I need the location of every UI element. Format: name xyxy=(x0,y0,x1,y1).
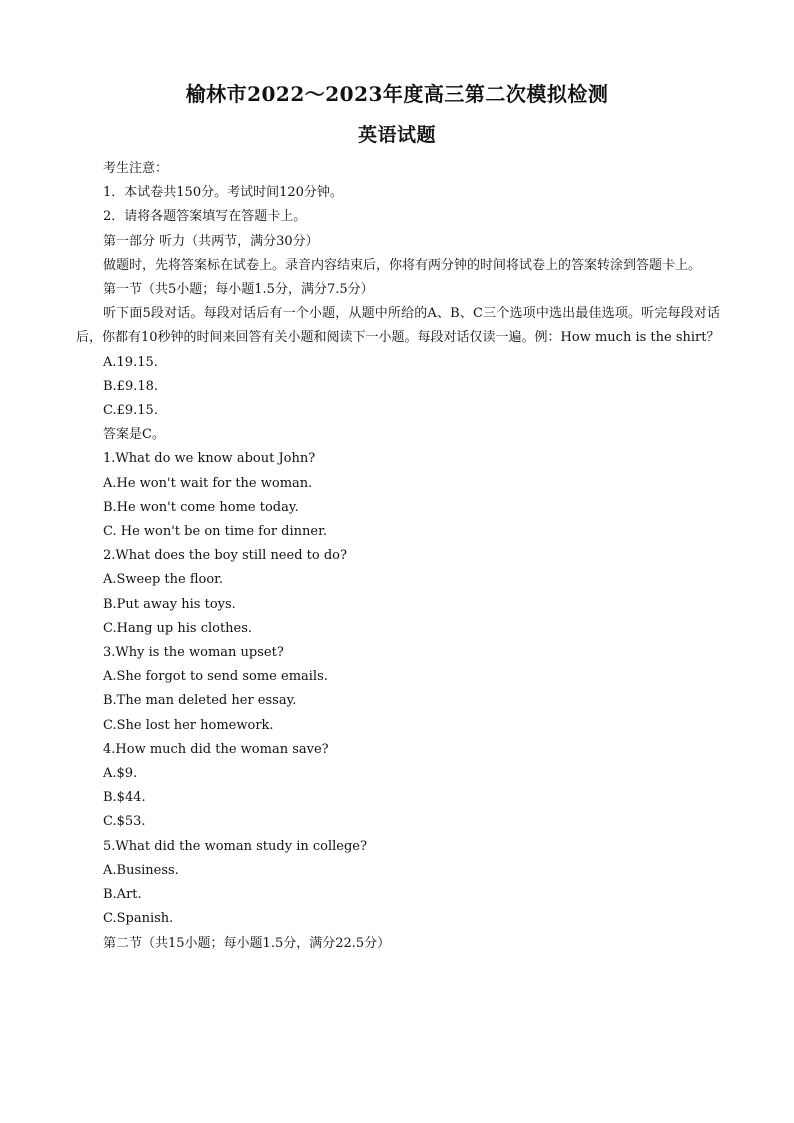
part1-heading: 第一部分 听力（共两节，满分30分） xyxy=(103,233,319,249)
question-option: B.Art. xyxy=(103,887,142,903)
example-option: C.£9.15. xyxy=(103,403,158,419)
question-stem: 2.What does the boy still need to do? xyxy=(103,548,347,564)
section1-heading: 第一节（共5小题；每小题1.5分，满分7.5分） xyxy=(103,282,374,298)
question-option: B.He won't come home today. xyxy=(103,499,299,515)
question-option: A.He won't wait for the woman. xyxy=(103,475,313,491)
question-option: A.She forgot to send some emails. xyxy=(103,669,328,685)
question-option: A.$9. xyxy=(103,766,138,782)
exam-content xyxy=(76,157,720,956)
note-item: 2．请将各题答案填写在答题卡上。 xyxy=(103,209,307,225)
question-stem: 4.How much did the woman save? xyxy=(103,741,329,757)
question-option: A.Business. xyxy=(103,862,179,878)
section2-heading: 第二节（共15小题；每小题1.5分，满分22.5分） xyxy=(103,935,391,951)
part1-instruction: 做题时，先将答案标在试卷上。录音内容结束后，你将有两分钟的时间将试卷上的答案转涂到答题卡上。 xyxy=(103,257,702,273)
question-option: B.$44. xyxy=(103,790,146,806)
example-answer: 答案是C。 xyxy=(103,427,165,443)
note-item: 1．本试卷共150分。考试时间120分钟。 xyxy=(103,185,343,201)
question-option: C.She lost her homework. xyxy=(103,717,274,733)
section1-instruction: 听下面5段对话。每段对话后有一个小题，从题中所给的A、B、C三个选项中选出最佳选项。听完每段对话后，你都有10秒钟的时间来回答有关小题和阅读下一小题。每段对话仅读一遍。例：How much is the shirt？ xyxy=(76,306,720,346)
question-option: C. He won't be on time for dinner. xyxy=(103,524,328,540)
question-stem: 3.Why is the woman upset? xyxy=(103,645,284,661)
example-option: B.£9.18. xyxy=(103,378,159,394)
question-option: C.Hang up his clothes. xyxy=(103,620,253,636)
question-stem: 5.What did the woman study in college? xyxy=(103,838,367,854)
question-option: B.The man deleted her essay. xyxy=(103,693,297,709)
question-option: C.$53. xyxy=(103,814,146,830)
notes-heading: 考生注意： xyxy=(103,161,169,176)
exam-subtitle: 英语试题 xyxy=(357,124,436,146)
question-option: C.Spanish. xyxy=(103,911,174,927)
question-stem: 1.What do we know about John? xyxy=(103,451,316,467)
exam-title: 榆林市2022～2023年度高三第二次模拟检测 xyxy=(185,82,609,106)
example-option: A.19.15. xyxy=(103,354,158,370)
question-option: B.Put away his toys. xyxy=(103,596,236,612)
question-option: A.Sweep the floor. xyxy=(103,572,224,588)
